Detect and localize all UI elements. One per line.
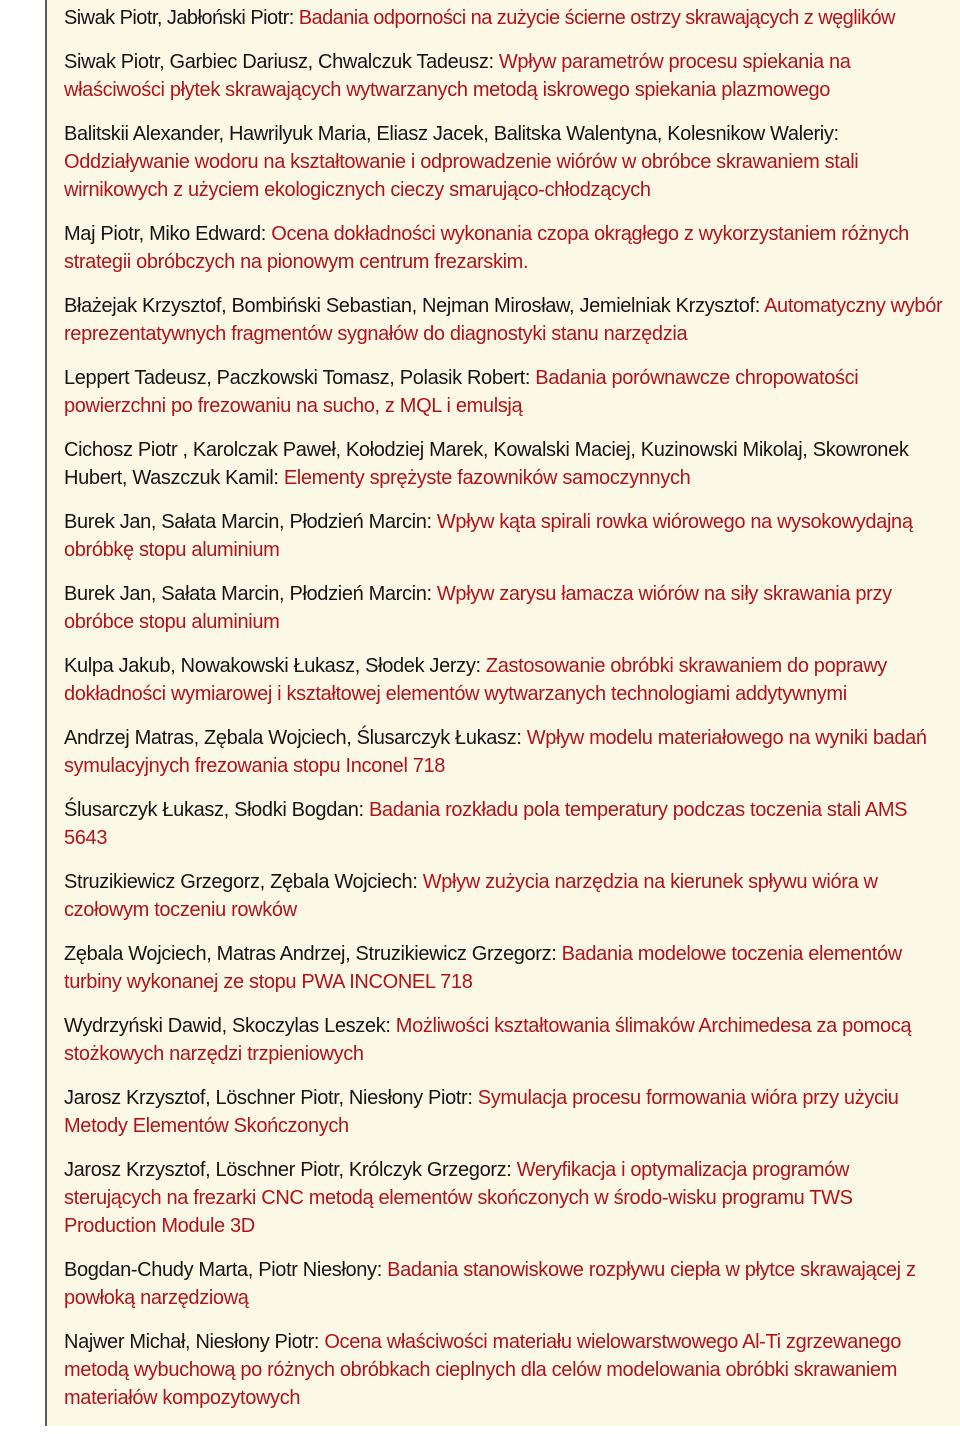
entry-title: Badania modelowe toczenia elementów turbiny wykonanej ze stopu PWA INCONEL 718 [64, 943, 902, 993]
entry-title: Symulacja procesu formowania wióra przy użyciu Metody Elementów Skończonych [64, 1087, 899, 1137]
entry-authors: Bogdan-Chudy Marta, Piotr Niesłony: [64, 1259, 388, 1281]
list-item [64, 1328, 948, 1412]
list-item [64, 1256, 948, 1312]
entry-title: Oddziaływanie wodoru na kształtowanie i odprowadzenie wiórów w obróbce skrawaniem stali wirnikowych z użyciem ekologicznych cieczy smarująco-chłodzących [64, 151, 859, 201]
entry-authors: Jarosz Krzysztof, Löschner Piotr, Królczyk Grzegorz: [64, 1159, 517, 1181]
entry-title: Badania rozkładu pola temperatury podczas toczenia stali AMS 5643 [64, 799, 908, 849]
entry-authors: Kulpa Jakub, Nowakowski Łukasz, Słodek Jerzy: [64, 655, 486, 677]
list-item [64, 292, 948, 348]
list-item [64, 868, 948, 924]
entry-title: Ocena dokładności wykonania czopa okrągłego z wykorzystaniem różnych strategii obróbczych na pionowym centrum frezarskim. [64, 223, 909, 273]
list-item [64, 508, 948, 564]
entry-title: Wpływ kąta spirali rowka wiórowego na wysokowydajną obróbkę stopu aluminium [64, 511, 913, 561]
entry-title: Badania stanowiskowe rozpływu ciepła w płytce skrawającej z powłoką narzędziową [64, 1259, 916, 1309]
entry-title: Badania porównawcze chropowatości powierzchni po frezowaniu na sucho, z MQL i emulsją [64, 367, 859, 417]
entry-authors: Andrzej Matras, Zębala Wojciech, Ślusarczyk Łukasz: [64, 727, 527, 749]
list-item [64, 1084, 948, 1140]
list-item [64, 652, 948, 708]
entry-authors: Burek Jan, Sałata Marcin, Płodzień Marcin: [64, 511, 437, 533]
entry-authors: Burek Jan, Sałata Marcin, Płodzień Marcin: [64, 583, 437, 605]
entry-authors: Maj Piotr, Miko Edward: [64, 223, 272, 245]
entry-title: Wpływ zarysu łamacza wiórów na siły skrawania przy obróbce stopu aluminium [64, 583, 892, 633]
list-item [64, 436, 948, 492]
list-item [64, 1012, 948, 1068]
list-item [64, 48, 948, 104]
entry-title: Możliwości kształtowania ślimaków Archimedesa za pomocą stożkowych narzędzi trzpieniowych [64, 1015, 912, 1065]
entry-title: Ocena właściwości materiału wielowarstwowego Al-Ti zgrzewanego metodą wybuchową po różnych obróbkach cieplnych dla celów modelowania obróbki skrawaniem materiałów kompozytowych [64, 1331, 902, 1409]
entry-authors: Balitskii Alexander, Hawrilyuk Maria, Eliasz Jacek, Balitska Walentyna, Kolesnikow Waleriy: [64, 123, 839, 145]
list-item [64, 724, 948, 780]
publication-list [64, 4, 948, 1428]
entry-authors: Najwer Michał, Niesłony Piotr: [64, 1331, 325, 1353]
list-item [64, 4, 948, 32]
list-item [64, 796, 948, 852]
entry-authors: Siwak Piotr, Jabłoński Piotr: [64, 7, 299, 29]
list-item [64, 120, 948, 204]
entry-title: Wpływ modelu materiałowego na wyniki badań symulacyjnych frezowania stopu Inconel 718 [64, 727, 927, 777]
entry-authors: Wydrzyński Dawid, Skoczylas Leszek: [64, 1015, 396, 1037]
entry-authors: Zębala Wojciech, Matras Andrzej, Struzikiewicz Grzegorz: [64, 943, 562, 965]
list-item [64, 1156, 948, 1240]
list-item [64, 580, 948, 636]
entry-authors: Struzikiewicz Grzegorz, Zębala Wojciech: [64, 871, 423, 893]
list-item [64, 364, 948, 420]
entry-authors: Siwak Piotr, Garbiec Dariusz, Chwalczuk Tadeusz: [64, 51, 499, 73]
entry-title: Wpływ parametrów procesu spiekania na właściwości płytek skrawających wytwarzanych metodą iskrowego spiekania plazmowego [64, 51, 851, 101]
entry-authors: Cichosz Piotr , Karolczak Paweł, Kołodziej Marek, Kowalski Maciej, Kuzinowski Mikolaj, Skowronek Hubert, Waszczuk Kamil: [64, 439, 909, 489]
entry-title: Weryfikacja i optymalizacja programów sterujących na frezarki CNC metodą elementów skończonych w środo-wisku programu TWS Production Module 3D [64, 1159, 853, 1237]
entry-title: Zastosowanie obróbki skrawaniem do poprawy dokładności wymiarowej i kształtowej elementów wytwarzanych technologiami addytywnymi [64, 655, 887, 705]
list-item [64, 940, 948, 996]
entry-authors: Jarosz Krzysztof, Löschner Piotr, Niesłony Piotr: [64, 1087, 478, 1109]
entry-title: Automatyczny wybór reprezentatywnych fragmentów sygnałów do diagnostyki stanu narzędzia [64, 295, 943, 345]
entry-authors: Błażejak Krzysztof, Bombiński Sebastian, Nejman Mirosław, Jemielniak Krzysztof: [64, 295, 765, 317]
entry-authors: Ślusarczyk Łukasz, Słodki Bogdan: [64, 799, 369, 821]
entry-title: Badania odporności na zużycie ścierne ostrzy skrawających z węglików [298, 7, 895, 29]
entry-title: Wpływ zużycia narzędzia na kierunek spływu wióra w czołowym toczeniu rowków [64, 871, 878, 921]
entry-title: Elementy sprężyste fazowników samoczynnych [283, 467, 691, 489]
list-item [64, 220, 948, 276]
entry-authors: Leppert Tadeusz, Paczkowski Tomasz, Polasik Robert: [64, 367, 536, 389]
